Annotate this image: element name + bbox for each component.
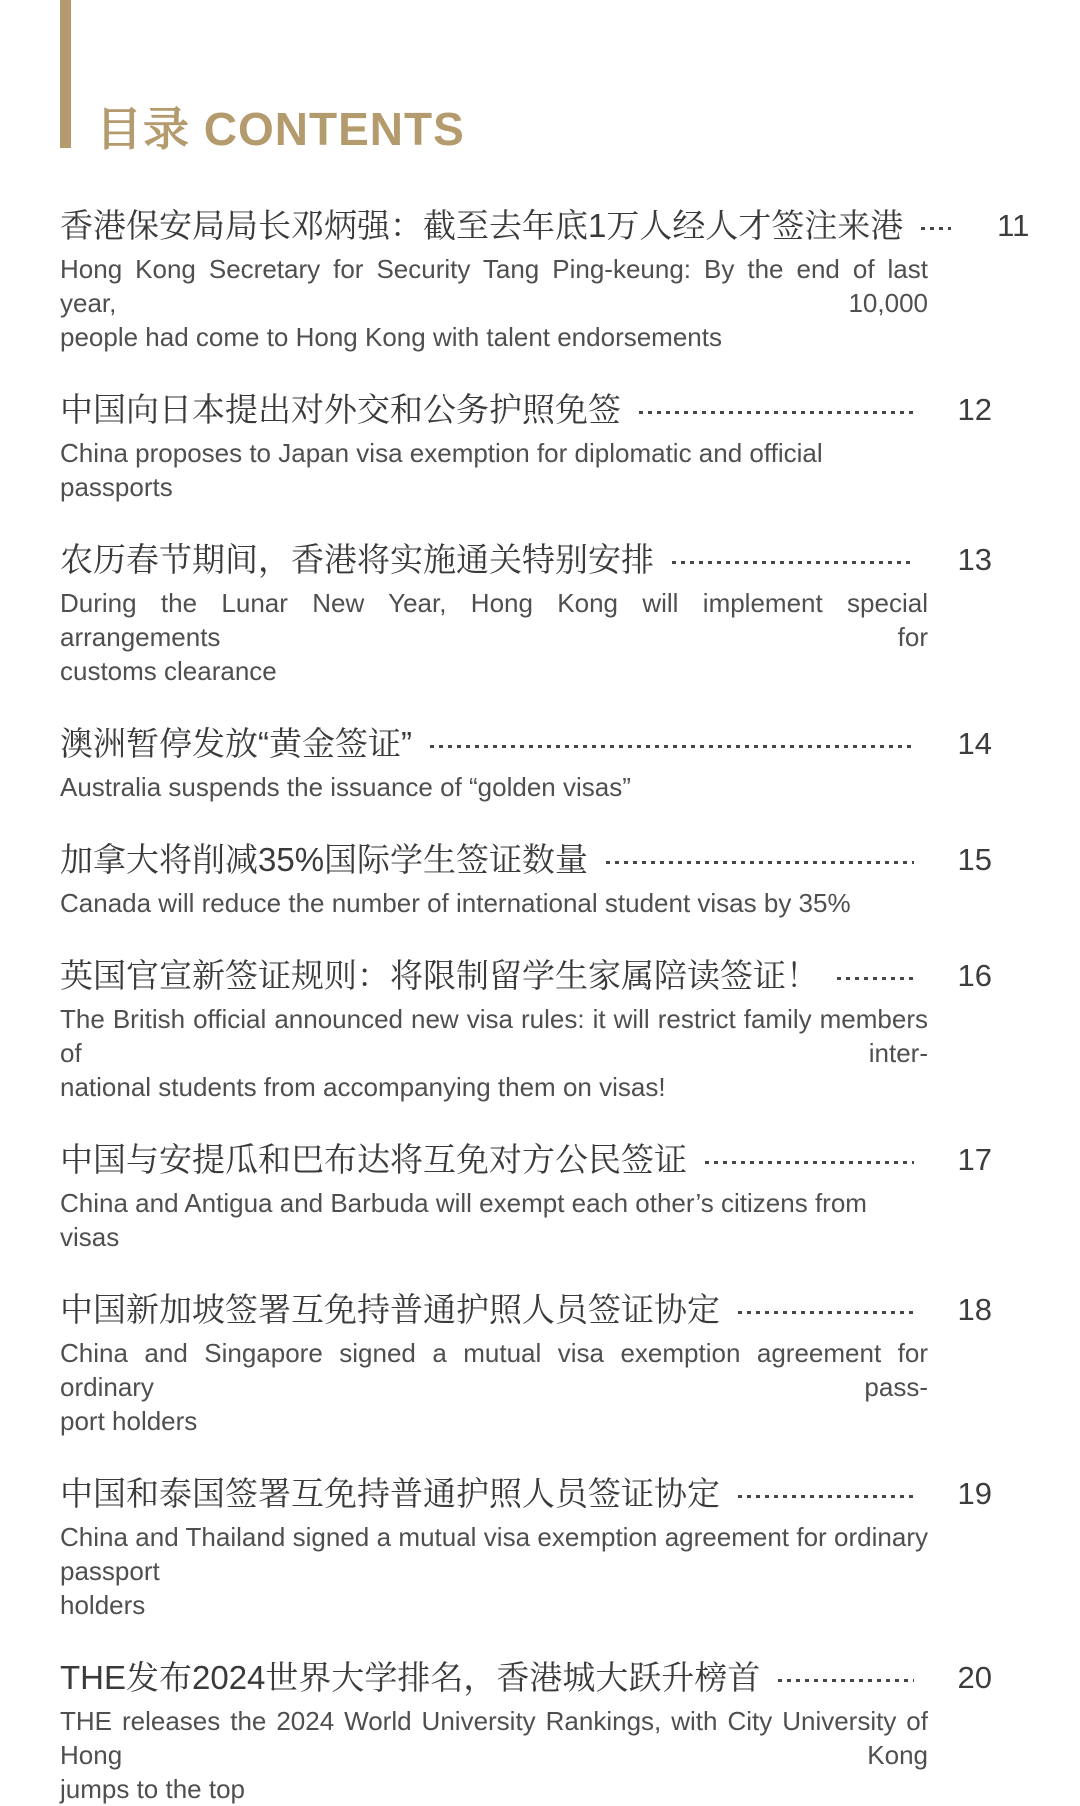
entry-subtitle-line: Australia suspends the issuance of “golden visas”	[60, 772, 631, 802]
entry-subtitle-en	[60, 886, 928, 920]
entry-page-number: 15	[957, 842, 992, 877]
dotted-leader	[837, 977, 914, 980]
toc-entry-row[interactable]	[60, 204, 1030, 248]
toc-entry	[60, 1288, 992, 1438]
entry-subtitle-en	[60, 436, 928, 504]
dotted-leader	[738, 1495, 914, 1498]
entry-subtitle-en	[60, 586, 928, 688]
entry-subtitle-en	[60, 252, 928, 354]
entry-page-number: 14	[957, 726, 992, 761]
toc-entry	[60, 1138, 992, 1254]
toc-entry-row[interactable]	[60, 538, 992, 582]
entry-title-zh: 香港保安局局长邓炳强：截至去年底1万人经人才签注来港	[60, 207, 904, 244]
toc-entry-row[interactable]	[60, 388, 992, 432]
dotted-leader	[672, 561, 914, 564]
entry-subtitle-en	[60, 1520, 928, 1622]
entry-title-zh: 中国向日本提出对外交和公务护照免签	[60, 391, 621, 428]
dotted-leader	[778, 1679, 914, 1682]
entry-page-number: 17	[957, 1142, 992, 1177]
dotted-leader	[639, 411, 914, 414]
toc-entry	[60, 722, 992, 804]
entry-title-zh: 加拿大将削减35%国际学生签证数量	[60, 841, 589, 878]
entry-subtitle-line: customs clearance	[60, 656, 277, 686]
entry-title-zh: 澳洲暂停发放“黄金签证”	[60, 725, 412, 762]
entry-subtitle-line: people had come to Hong Kong with talent endorsements	[60, 322, 722, 352]
toc-entry-row[interactable]	[60, 1138, 992, 1182]
entry-subtitle-en	[60, 1002, 928, 1104]
entry-subtitle-line: China and Thailand signed a mutual visa exemption agreement for ordinary passport	[60, 1522, 928, 1586]
entry-page-number: 19	[957, 1476, 992, 1511]
toc-entry	[60, 204, 1030, 354]
entry-title-zh: THE发布2024世界大学排名，香港城大跃升榜首	[60, 1659, 761, 1696]
entry-subtitle-line: China proposes to Japan visa exemption for diplomatic and official passports	[60, 438, 823, 502]
toc-entry-row[interactable]	[60, 722, 992, 766]
dotted-leader	[738, 1311, 914, 1314]
toc-entry	[60, 1656, 992, 1806]
toc-entry-row[interactable]	[60, 1472, 992, 1516]
entry-subtitle-line: The British official announced new visa rules: it will restrict family members of inter-	[60, 1004, 928, 1068]
toc-entry	[60, 1472, 992, 1622]
entry-subtitle-en	[60, 1704, 928, 1806]
toc-entry-row[interactable]	[60, 1656, 992, 1700]
entry-subtitle-line: national students from accompanying them on visas!	[60, 1072, 666, 1102]
toc-entry	[60, 538, 992, 688]
entry-subtitle-line: THE releases the 2024 World University Rankings, with City University of Hong Kong	[60, 1706, 928, 1770]
entry-subtitle-line: Canada will reduce the number of international student visas by 35%	[60, 888, 851, 918]
entry-title-zh: 中国与安提瓜和巴布达将互免对方公民签证	[60, 1141, 687, 1178]
toc-list	[60, 204, 1030, 1806]
toc-entry-row[interactable]	[60, 838, 992, 882]
entry-subtitle-line: China and Singapore signed a mutual visa exemption agreement for ordinary pass-	[60, 1338, 928, 1402]
entry-page-number: 12	[957, 392, 992, 427]
entry-subtitle-line: holders	[60, 1590, 146, 1620]
entry-page-number: 16	[957, 958, 992, 993]
entry-page-number: 18	[957, 1292, 992, 1327]
toc-entry-row[interactable]	[60, 1288, 992, 1332]
entry-subtitle-line: China and Antigua and Barbuda will exempt each other’s citizens from visas	[60, 1188, 867, 1252]
entry-title-zh: 中国新加坡签署互免持普通护照人员签证协定	[60, 1291, 720, 1328]
entry-page-number: 11	[997, 208, 1030, 243]
toc-entry	[60, 388, 992, 504]
entry-subtitle-line: Hong Kong Secretary for Security Tang Ping-keung: By the end of last year, 10,000	[60, 254, 928, 318]
entry-title-zh: 中国和泰国签署互免持普通护照人员签证协定	[60, 1475, 720, 1512]
dotted-leader	[606, 861, 914, 864]
entry-subtitle-en	[60, 1186, 928, 1254]
toc-entry	[60, 838, 992, 920]
entry-page-number: 20	[957, 1660, 992, 1695]
dotted-leader	[705, 1161, 914, 1164]
entry-subtitle-en	[60, 770, 928, 804]
toc-entry	[60, 954, 992, 1104]
entry-page-number: 13	[957, 542, 992, 577]
toc-entry-row[interactable]	[60, 954, 992, 998]
entry-title-zh: 农历春节期间，香港将实施通关特别安排	[60, 541, 654, 578]
page-title: 目录 CONTENTS	[96, 103, 465, 155]
accent-bar	[60, 0, 71, 148]
entry-subtitle-en	[60, 1336, 928, 1438]
dotted-leader	[921, 227, 951, 230]
dotted-leader	[430, 745, 914, 748]
entry-subtitle-line: jumps to the top	[60, 1774, 245, 1804]
entry-subtitle-line: port holders	[60, 1406, 198, 1436]
entry-title-zh: 英国官宣新签证规则：将限制留学生家属陪读签证！	[60, 957, 819, 994]
page-header	[60, 0, 992, 155]
entry-subtitle-line: During the Lunar New Year, Hong Kong will implement special arrangements for	[60, 588, 928, 652]
